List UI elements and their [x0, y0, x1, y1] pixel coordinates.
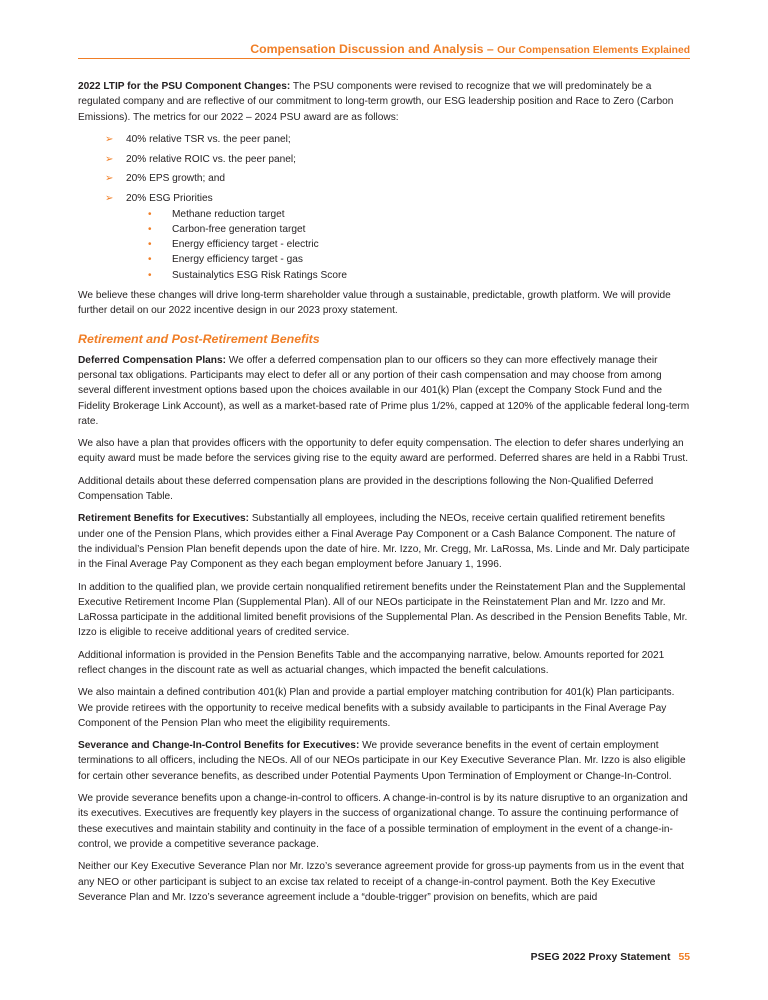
dot-bullet-icon: • [148, 208, 152, 220]
additional-info-paragraph: Additional information is provided in the Pension Benefits Table and the accompanying narrative, below. Amounts reported for 2021 reflect changes in the discount rate as well as actuarial changes, which impacted the benefit calculations. [78, 649, 665, 676]
esg-priorities-list [126, 207, 690, 283]
arrow-bullet-icon: ➢ [105, 133, 114, 145]
esg-item [126, 207, 690, 222]
dot-bullet-icon: • [148, 269, 152, 281]
dot-bullet-icon: • [148, 239, 152, 251]
psu-metric-text: 20% ESG Priorities [126, 193, 213, 205]
severance-lead: Severance and Change-In-Control Benefits for Executives: [78, 740, 360, 752]
header-subtitle: Our Compensation Elements Explained [497, 45, 690, 56]
psu-metric-item [78, 171, 690, 186]
esg-item [126, 268, 690, 283]
psu-metrics-list [78, 132, 690, 283]
severance-paragraph [78, 738, 690, 784]
esg-item [126, 237, 690, 252]
psu-metric-text: 20% EPS growth; and [126, 173, 226, 185]
esg-item-text: Methane reduction target [172, 208, 285, 220]
esg-item-text: Energy efficiency target - gas [172, 254, 303, 266]
page-header [78, 41, 690, 59]
equity-deferral-paragraph: We also have a plan that provides officers with the opportunity to defer equity compensation. The election to defer shares underlying an equity award must be made before the services giving rise to the equity award are performed. Deferred shares are held in a Rabbi Trust. [78, 438, 689, 465]
ltip-paragraph [78, 79, 690, 125]
deferred-comp-paragraph [78, 353, 690, 429]
ltip-lead: 2022 LTIP for the PSU Component Changes: [78, 81, 291, 92]
psu-metric-item [78, 191, 690, 283]
ltip-closing-paragraph: We believe these changes will drive long-term shareholder value through a sustainable, predictable, growth platform. We will provide further detail on our 2022 incentive design in our 2023 proxy statement. [78, 290, 671, 317]
header-divider [78, 58, 690, 59]
header-title: Compensation Discussion and Analysis [250, 42, 484, 56]
ltip-text: The PSU components were revised to recognize that we will predominately be a regulated company and are reflective of our commitment to long-term growth, our ESG leadership position and Race to Zero (Carbon Emissions). The metrics for our 2022 – 2024 PSU award are as follows: [78, 81, 674, 123]
psu-metric-item [78, 132, 690, 147]
esg-item-text: Sustainalytics ESG Risk Ratings Score [172, 269, 348, 281]
dot-bullet-icon: • [148, 223, 152, 235]
dot-bullet-icon: • [148, 254, 152, 266]
deferred-comp-text: We offer a deferred compensation plan to our officers so they can more effectively manage their personal tax obligations. Participants may elect to defer all or any portion of their cash compensation and may choose from among several different investment options based upon the choices available in our 401(k) Plan (except the Company Stock Fund and the Fidelity Brokerage Link Account), as well as a market-based rate of Prime plus 1/2%, capped at 120% of the applicable federal long-term rate. [78, 354, 690, 427]
exec-retirement-text: Substantially all employees, including the NEOs, receive certain qualified retirement benefits under one of the Pension Plans, which provides either a Final Average Pay Component or a Cash Balance Component. The nature of the individual’s Pension Plan benefit depends upon the date of hire. Mr. Izzo, Mr. Cregg, Mr. LaRossa, Ms. Linde and Mr. Daly participate in the Final Average Pay Component as they each began employment before January 1, 1996. [78, 513, 690, 571]
arrow-bullet-icon: ➢ [105, 173, 114, 185]
retirement-section-heading: Retirement and Post-Retirement Benefits [78, 331, 320, 346]
footer-doc-title: PSEG 2022 Proxy Statement [530, 952, 671, 963]
plan-401k-paragraph: We also maintain a defined contribution 401(k) Plan and provide a partial employer matching contribution for 401(k) Plan participants. We provide retirees with the opportunity to receive medical benefits with a subsidy available to participants in the Final Average Pay Component of the Pension Plan who meet the eligibility requirements. [78, 687, 675, 729]
esg-item-text: Energy efficiency target - electric [172, 239, 319, 251]
page-footer [78, 951, 690, 965]
psu-metric-text: 40% relative TSR vs. the peer panel; [126, 133, 291, 145]
exec-retirement-lead: Retirement Benefits for Executives: [78, 513, 250, 525]
esg-item [126, 252, 690, 267]
esg-item [126, 222, 690, 237]
page-number: 55 [678, 952, 690, 963]
exec-retirement-paragraph [78, 511, 690, 572]
change-in-control-paragraph: We provide severance benefits upon a change-in-control to officers. A change-in-control is by its nature disruptive to an organization and its executives. Executives are frequently key players in the success of organizational change. To assure the continuing performance of these executives and maintain stability and continuity in the face of a possible termination of employment in the event of a change-in-control, we provide a competitive severance package. [78, 793, 688, 850]
psu-metric-item [78, 152, 690, 167]
gross-up-paragraph: Neither our Key Executive Severance Plan nor Mr. Izzo’s severance agreement provide for gross-up payments from us in the event that any NEO or other participant is subject to an excise tax related to receipt of a change-in-control payment. Both the Key Executive Severance Plan and Mr. Izzo’s severance agreement include a “double-trigger” provision on benefits, which are paid [78, 861, 684, 903]
psu-metric-text: 20% relative ROIC vs. the peer panel; [126, 153, 296, 165]
arrow-bullet-icon: ➢ [105, 153, 114, 165]
nonqualified-paragraph: In addition to the qualified plan, we provide certain nonqualified retirement benefits under the Reinstatement Plan and the Supplemental Executive Retirement Income Plan (Supplemental Plan). All of our NEOs participate in the Reinstatement Plan and Mr. Izzo and Mr. LaRossa participate in the additional limited benefit provisions of the Supplemental Plan. As described in the Pension Benefits Table, Mr. Izzo is eligible to receive additional years of credited service. [78, 581, 688, 639]
page-body [78, 79, 690, 912]
header-separator: – [483, 42, 498, 56]
arrow-bullet-icon: ➢ [105, 193, 114, 205]
deferred-comp-lead: Deferred Compensation Plans: [78, 354, 226, 366]
esg-item-text: Carbon-free generation target [172, 223, 306, 235]
severance-text: We provide severance benefits in the event of certain employment terminations to all officers, including the NEOs. All of our NEOs participate in our Key Executive Severance Plan. Mr. Izzo is also eligible for certain other severance benefits, as described under Potential Payments Upon Termination of Employment or Change-In-Control. [78, 740, 686, 782]
additional-details-paragraph: Additional details about these deferred compensation plans are provided in the descriptions following the Non-Qualified Deferred Compensation Table. [78, 475, 654, 503]
